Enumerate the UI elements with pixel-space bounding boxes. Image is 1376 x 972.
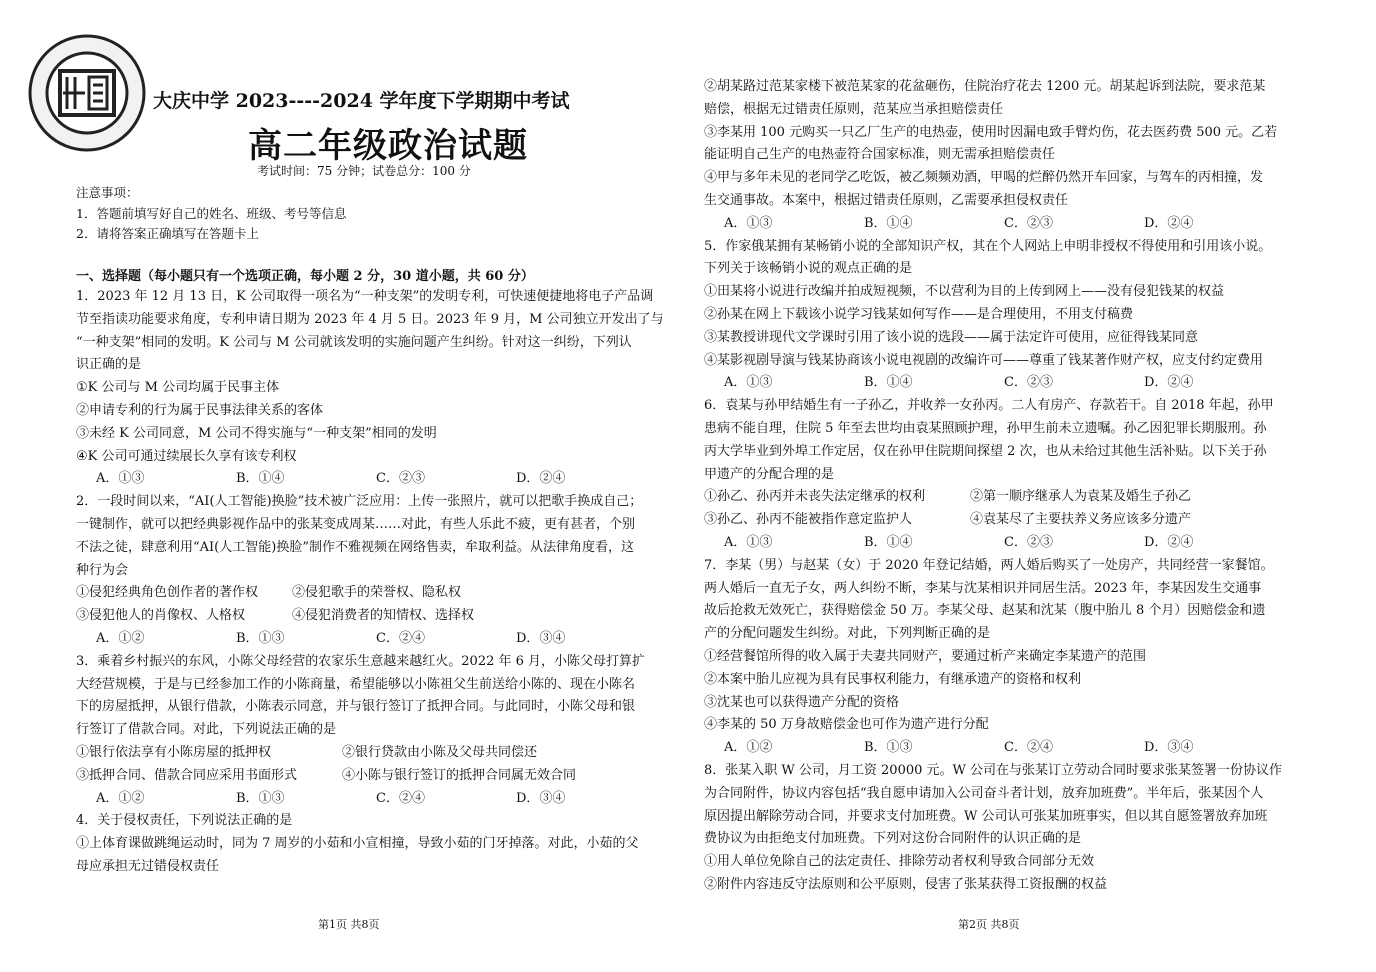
q5-statement: ④某影视剧导演与钱某协商该小说电视剧的改编许可——尊重了钱某著作财产权，应支付约定费用	[704, 352, 1264, 368]
school-exam-heading: 大庆中学 2023----2024 学年度下学期期中考试	[153, 90, 570, 112]
q7-statement: ①经营餐馆所得的收入属于夫妻共同财产，要通过析产来确定李某遗产的范围	[704, 648, 1147, 664]
q2-line: 不法之徒，肆意利用“AI(人工智能)换脸”制作不雅视频在网络售卖，牟取利益。从法律角度看，这	[76, 539, 634, 555]
option-d: D．②④	[1144, 215, 1194, 231]
q5-statement: ①田某将小说进行改编并拍成短视频，不以营利为目的上传到网上——没有侵犯钱某的权益	[704, 284, 1225, 300]
note-2: 2．请将答案正确填写在答题卡上	[76, 226, 259, 241]
q3-statement-2: ②银行贷款由小陈及父母共同偿还	[342, 744, 538, 760]
option-d: D．②④	[516, 471, 566, 487]
q3-statements	[76, 765, 676, 788]
q7-statement: ④李某的 50 万身故赔偿金也可作为遗产进行分配	[704, 717, 989, 733]
q7-line: 故后抢救无效死亡，获得赔偿金 50 万。李某父母、赵某和沈某（腹中胎儿 8 个月）因赔偿金和遗	[704, 603, 1266, 619]
option-d: D．③④	[516, 790, 566, 806]
q6-statements	[704, 486, 1314, 509]
question-4-continued	[704, 76, 1314, 236]
option-c: C．②③	[1004, 215, 1053, 231]
q3-line: 行签订了借款合同。对此，下列说法正确的是	[76, 722, 337, 738]
q7-options	[704, 737, 1314, 760]
q3-statements	[76, 742, 676, 765]
question-4	[76, 810, 676, 878]
q1-line: 识正确的是	[76, 357, 142, 373]
option-a: A．①②	[96, 630, 145, 646]
q8-line: 为合同附件，协议内容包括“我自愿申请加入公司奋斗者计划，放弃加班费”。半年后，张某因个人	[704, 785, 1264, 801]
q1-statement: ②申请专利的行为属于民事法律关系的客体	[76, 402, 324, 418]
q4-line: ②胡某路过范某家楼下被范某家的花盆砸伤，住院治疗花去 1200 元。胡某起诉到法院，要求范某	[704, 79, 1266, 94]
q3-line: 大经营规模，于是与已经参加工作的小陈商量，希望能够以小陈祖父生前送给小陈的、现在小陈名	[76, 676, 636, 692]
q2-statements	[76, 605, 676, 628]
option-b: B．①④	[236, 471, 285, 487]
q2-line: 一键制作，就可以把经典影视作品中的张某变成周某……对此，有些人乐此不疲，更有甚者，个别	[76, 516, 636, 532]
q8-line: 8．张某入职 W 公司，月工资 20000 元。W 公司在与张某订立劳动合同时要求张某签署一份协议作	[704, 762, 1283, 778]
q2-statement-2: ②侵犯歌手的荣誉权、隐私权	[292, 585, 462, 601]
q5-statement: ②孙某在网上下载该小说学习钱某如何写作——是合理使用，不用支付稿费	[704, 306, 1134, 322]
page-number-right: 第2页 共8页	[958, 918, 1020, 931]
q1-line: 节至指读功能要求角度，专利申请日期为 2023 年 4 月 5 日。2023 年 9 月，M 公司独立开发出了与	[76, 311, 664, 327]
option-a: A．①③	[724, 215, 773, 231]
q4-line: 母应承担无过错侵权责任	[76, 858, 220, 874]
q1-line: 1．2023 年 12 月 13 日，K 公司取得一项名为“一种支架”的发明专利，可快速便捷地将电子产品调	[76, 289, 654, 304]
q3-statement-3: ③抵押合同、借款合同应采用书面形式	[76, 767, 298, 783]
q4-line: ④甲与多年未见的老同学乙吃饭，被乙频频劝酒，甲喝的烂醉仍然开车回家，与驾车的丙相撞，发	[704, 170, 1264, 186]
option-d: D．②④	[1144, 534, 1194, 550]
q1-statement: ③未经 K 公司同意，M 公司不得实施与“一种支架”相同的发明	[76, 425, 437, 441]
option-b: B．①④	[864, 375, 913, 391]
option-b: B．①④	[864, 215, 913, 231]
q6-options	[704, 532, 1314, 555]
q2-statement-3: ③侵犯他人的肖像权、人格权	[76, 608, 246, 624]
option-d: D．③④	[516, 630, 566, 646]
option-a: A．①③	[96, 471, 145, 487]
section-heading: 一、选择题（每小题只有一个选项正确，每小题 2 分，30 道小题，共 60 分）	[76, 269, 534, 284]
q7-statement: ③沈某也可以获得遗产分配的资格	[704, 694, 900, 710]
q7-line: 7．李某（男）与赵某（女）于 2020 年登记结婚，两人婚后购买了一处房产，共同经营一家餐馆。	[704, 557, 1274, 573]
question-7	[704, 555, 1314, 760]
q6-statement-1: ①孙乙、孙丙并未丧失法定继承的权利	[704, 489, 926, 505]
question-8	[704, 760, 1314, 897]
option-b: B．①③	[236, 630, 285, 646]
left-column	[76, 286, 676, 879]
q3-statement-1: ①银行依法享有小陈房屋的抵押权	[76, 744, 272, 760]
option-a: A．①②	[724, 740, 773, 756]
option-c: C．②③	[376, 471, 425, 487]
option-c: C．②④	[376, 630, 425, 646]
q4-line: 能证明自己生产的电热壶符合国家标准，则无需承担赔偿责任	[704, 147, 1056, 163]
q1-options	[76, 468, 676, 491]
q3-statement-4: ④小陈与银行签订的抵押合同属无效合同	[342, 767, 577, 783]
q5-line: 下列关于该畅销小说的观点正确的是	[704, 261, 913, 277]
q7-statement: ②本案中胎儿应视为具有民事权利能力，有继承遗产的资格和权利	[704, 671, 1082, 687]
q4-line: ①上体育课做跳绳运动时，同为 7 周岁的小茹和小宣相撞，导致小茹的门牙掉落。对此，小茹的父	[76, 836, 639, 852]
q6-statements	[704, 509, 1314, 532]
q8-line: 原因提出解除劳动合同，并要求支付加班费。W 公司认可张某加班事实，但以其自愿签署放弃加班	[704, 808, 1268, 824]
question-6	[704, 395, 1314, 555]
q7-line: 产的分配问题发生纠纷。对此，下列判断正确的是	[704, 626, 991, 642]
q2-line: 种行为会	[76, 562, 129, 578]
question-3	[76, 651, 676, 811]
option-b: B．①④	[864, 534, 913, 550]
q2-statement-4: ④侵犯消费者的知情权、选择权	[292, 608, 475, 624]
q6-line: 甲遗产的分配合理的是	[704, 466, 835, 482]
q6-statement-4: ④袁某尽了主要扶养义务应该多分遗产	[970, 512, 1192, 528]
question-5	[704, 236, 1314, 396]
q4-line: 生交通事故。本案中，根据过错责任原则，乙需要承担侵权责任	[704, 192, 1069, 208]
q2-statement-1: ①侵犯经典角色创作者的著作权	[76, 585, 259, 601]
q7-line: 两人婚后一直无子女，两人纠纷不断，李某与沈某相识并同居生活。2023 年，李某因发生交通事	[704, 580, 1262, 596]
page-number-left: 第1页 共8页	[318, 918, 380, 931]
q8-line: 费协议为由拒绝支付加班费。下列对这份合同附件的认识正确的是	[704, 831, 1082, 847]
q6-statement-2: ②第一顺序继承人为袁某及婚生子孙乙	[970, 489, 1192, 505]
q8-statement: ②附件内容违反守法原则和公平原则，侵害了张某获得工资报酬的权益	[704, 876, 1108, 892]
note-1: 1．答题前填写好自己的姓名、班级、考号等信息	[76, 205, 347, 221]
q6-statement-3: ③孙乙、孙丙不能被指作意定监护人	[704, 512, 913, 528]
option-b: B．①③	[236, 790, 285, 806]
paper-title: 高二年级政治试题	[248, 126, 528, 166]
q5-options	[704, 372, 1314, 395]
q2-statements	[76, 582, 676, 605]
q6-line: 6．袁某与孙甲结婚生有一子孙乙，并收养一女孙丙。二人有房产、存款若干。自 2018 年起，孙甲	[704, 398, 1274, 414]
option-c: C．②③	[1004, 534, 1053, 550]
q8-statement: ①用人单位免除自己的法定责任、排除劳动者权利导致合同部分无效	[704, 854, 1095, 870]
option-b: B．①③	[864, 740, 913, 756]
option-d: D．③④	[1144, 740, 1194, 756]
q6-line: 丙大学毕业到外埠工作定居，仅在孙甲住院期间探望 2 次，也从未给过其他生活补贴。以下关于孙	[704, 443, 1267, 459]
q4-line: 4．关于侵权责任，下列说法正确的是	[76, 813, 293, 829]
q4-line: 赔偿，根据无过错责任原则，范某应当承担赔偿责任	[704, 101, 1004, 117]
q2-line: 2．一段时间以来，“AI(人工智能)换脸”技术被广泛应用：上传一张照片，就可以把歌手换成自己；	[76, 494, 643, 510]
school-seal-logo	[27, 33, 147, 153]
q1-line: “一种支架”相同的发明。K 公司与 M 公司就该发明的实施问题产生纠纷。针对这一纠纷，下列认	[76, 334, 632, 350]
q3-line: 下的房屋抵押，从银行借款，小陈表示同意，并与银行签订了抵押合同。与此同时，小陈父母和银	[76, 699, 636, 715]
q5-line: 5．作家俄某拥有某畅销小说的全部知识产权，其在个人网站上申明非授权不得使用和引用该小说。	[704, 238, 1272, 254]
q4-options	[704, 213, 1314, 236]
option-a: A．①②	[96, 790, 145, 806]
option-a: A．①③	[724, 534, 773, 550]
notes-title: 注意事项：	[76, 185, 139, 200]
option-d: D．②④	[1144, 375, 1194, 391]
q2-options	[76, 628, 676, 651]
q3-line: 3．乘着乡村振兴的东风，小陈父母经营的农家乐生意越来越红火。2022 年 6 月，小陈父母打算扩	[76, 653, 646, 669]
exam-info: 考试时间：75 分钟；试卷总分：100 分	[257, 164, 471, 178]
q6-line: 患病不能自理，住院 5 年至去世均由袁某照顾护理，孙甲生前未立遗嘱。孙乙因犯罪长期服刑。孙	[704, 420, 1267, 436]
question-1	[76, 286, 676, 491]
q1-statement: ①K 公司与 M 公司均属于民事主体	[76, 380, 280, 396]
option-a: A．①③	[724, 375, 773, 391]
notes-block	[76, 183, 346, 245]
option-c: C．②④	[1004, 740, 1053, 756]
option-c: C．②③	[1004, 375, 1053, 391]
option-c: C．②④	[376, 790, 425, 806]
q4-line: ③李某用 100 元购买一只乙厂生产的电热壶，使用时因漏电致手臂灼伤，花去医药费 500 元。乙若	[704, 124, 1278, 140]
q1-statement: ④K 公司可通过续展长久享有该专利权	[76, 448, 297, 464]
q3-options	[76, 788, 676, 811]
right-column	[704, 76, 1314, 897]
q5-statement: ③某教授讲现代文学课时引用了该小说的选段——属于法定许可使用，应征得钱某同意	[704, 329, 1199, 345]
question-2	[76, 491, 676, 651]
